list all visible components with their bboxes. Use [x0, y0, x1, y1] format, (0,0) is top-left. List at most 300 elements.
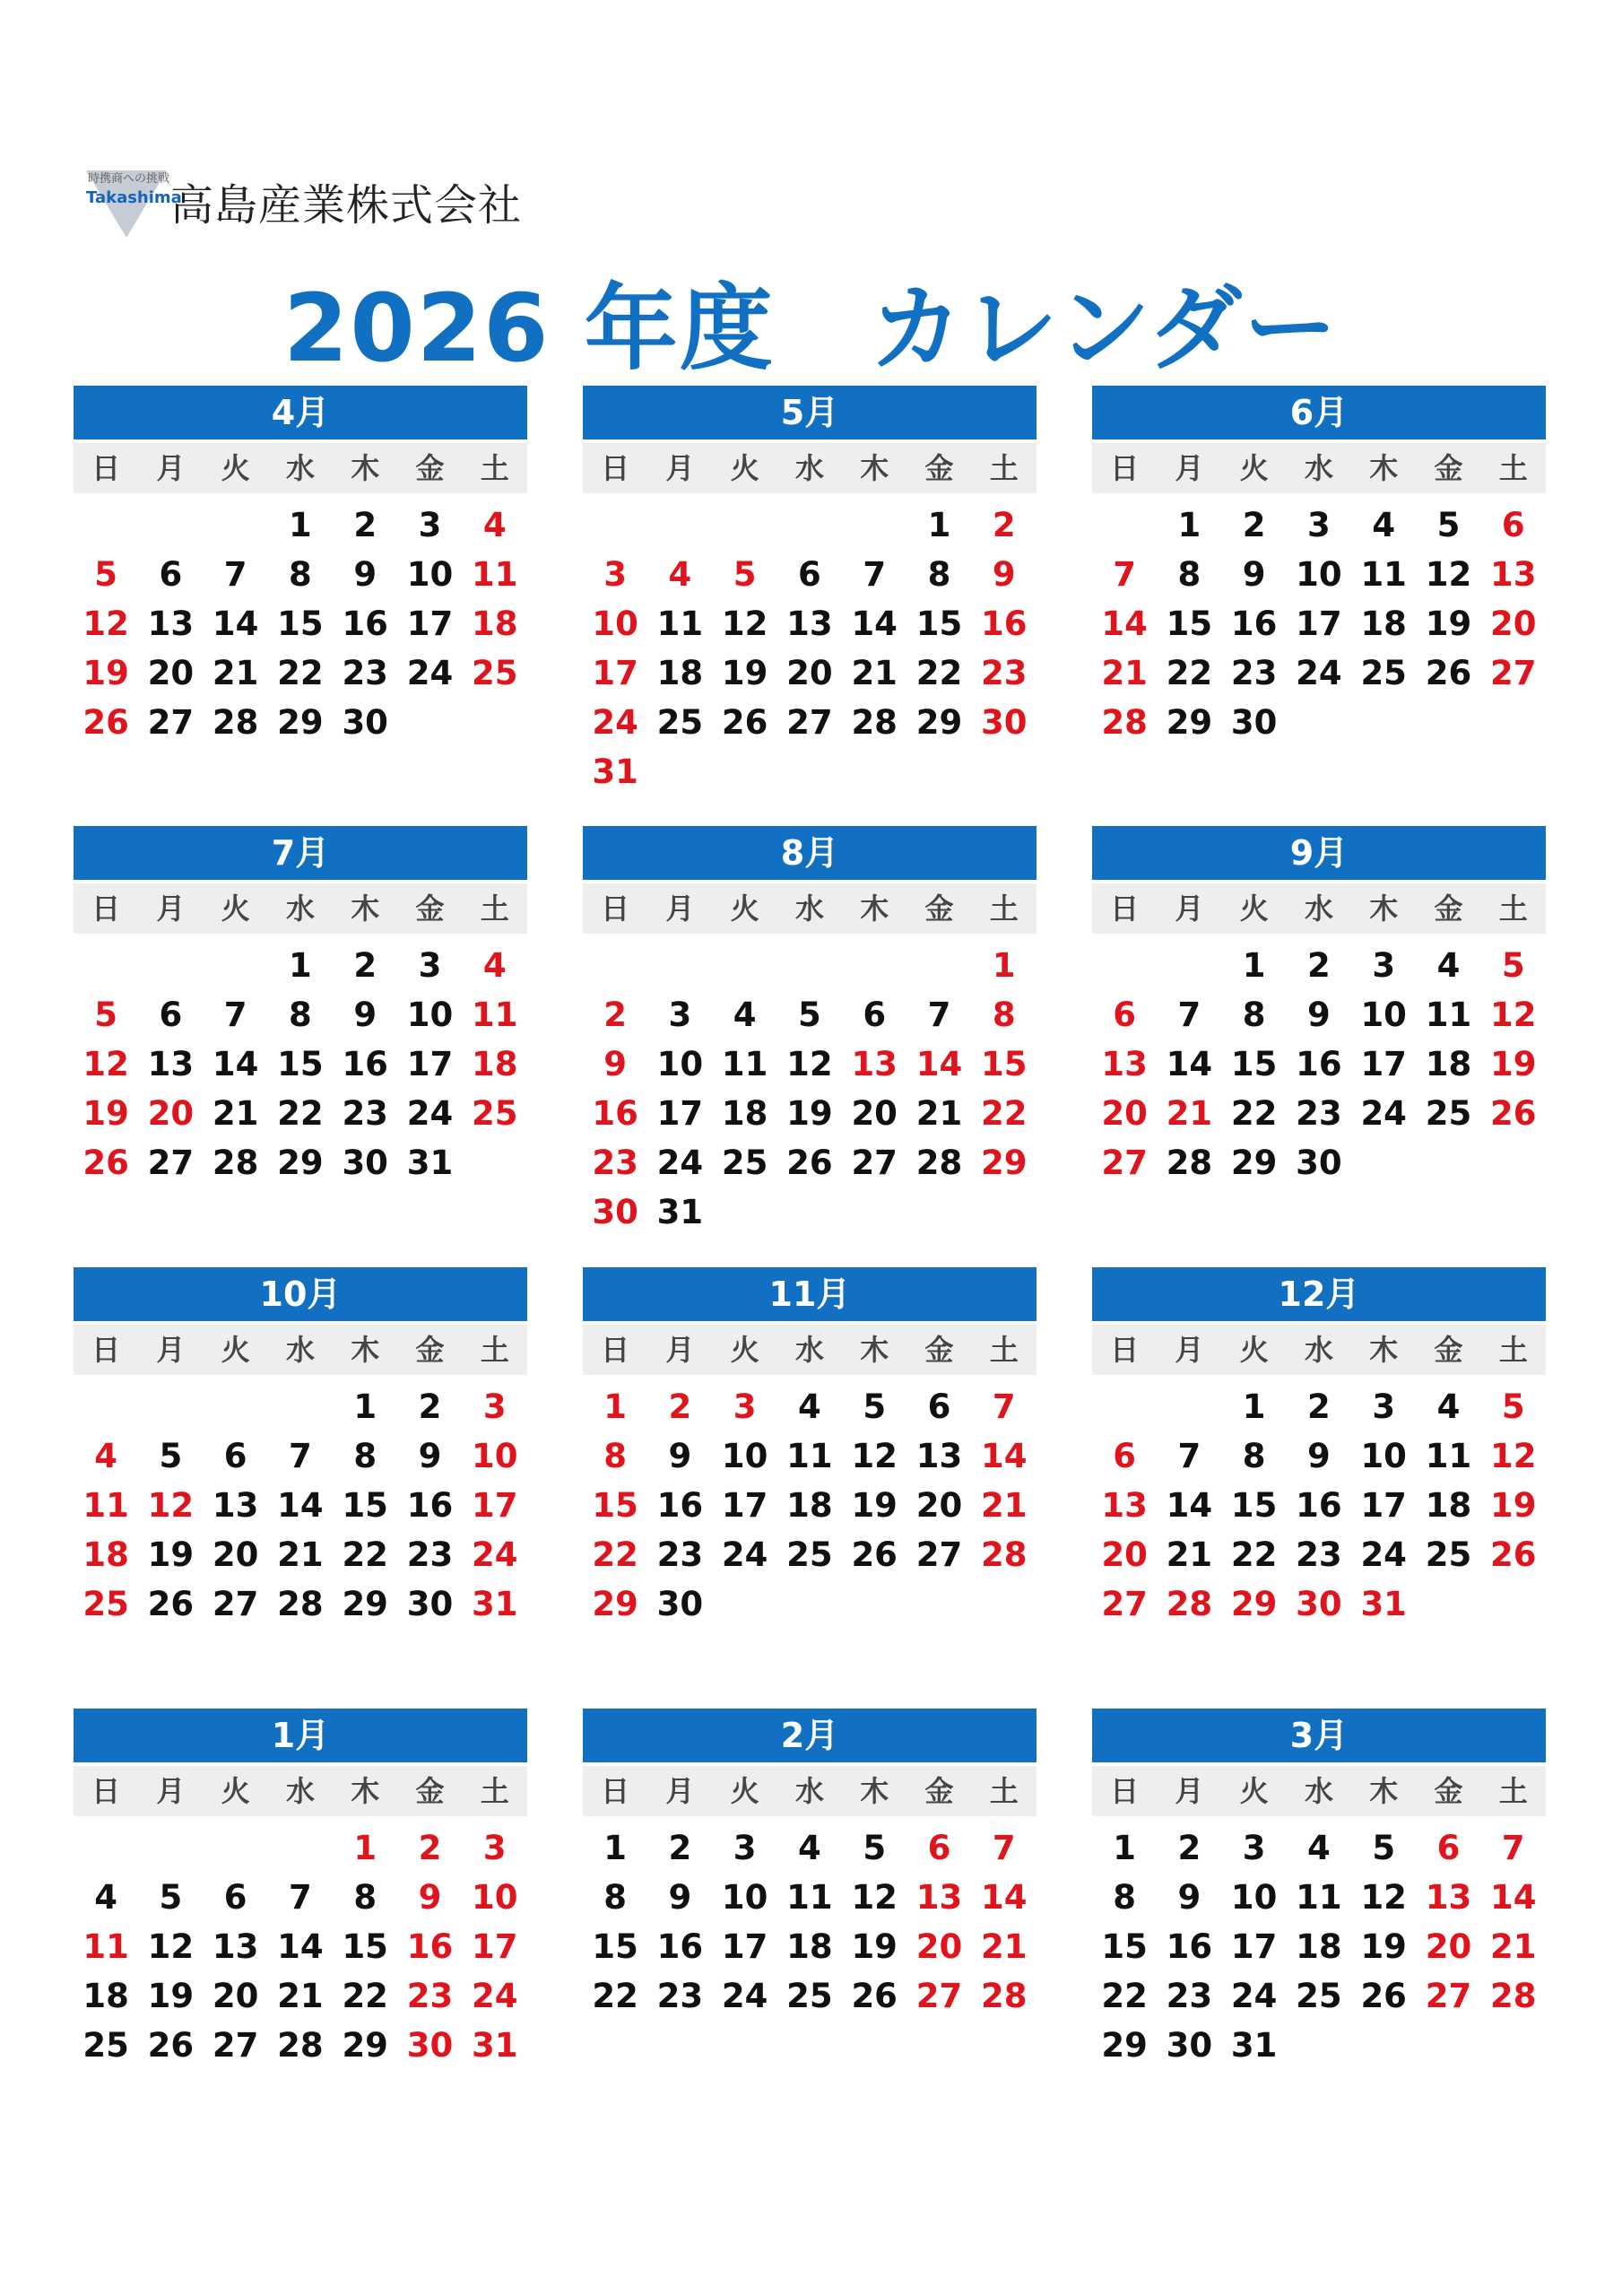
empty-cell — [138, 1382, 203, 1431]
weekday-label: 水 — [1304, 891, 1333, 926]
day-cell: 28 — [212, 1144, 259, 1182]
weekday-label: 木 — [860, 451, 889, 485]
holiday-day-cell: 23 — [980, 654, 1028, 692]
month-block — [1092, 386, 1546, 747]
holiday-day-cell: 11 — [82, 1486, 129, 1525]
days-grid — [1092, 1382, 1546, 1629]
day-cell: 3 — [418, 506, 442, 544]
day-cell: 3 — [1372, 946, 1396, 985]
day-cell: 27 — [915, 1535, 963, 1574]
day-cell: 21 — [277, 1977, 324, 2015]
weekday-label: 水 — [1304, 1333, 1333, 1367]
weekday-row — [1092, 443, 1546, 493]
day-cell: 23 — [342, 1094, 388, 1133]
holiday-day-cell: 28 — [980, 1535, 1028, 1574]
day-cell: 14 — [851, 604, 898, 643]
day-cell: 21 — [212, 1094, 259, 1133]
empty-cell — [583, 500, 647, 550]
weekday-label: 土 — [480, 451, 509, 485]
day-cell: 8 — [1242, 1437, 1266, 1475]
day-cell: 24 — [406, 1094, 454, 1133]
holiday-day-cell: 15 — [980, 1045, 1028, 1083]
weekday-label: 日 — [1110, 451, 1140, 485]
holiday-day-cell: 16 — [406, 1927, 454, 1966]
day-cell: 19 — [786, 1094, 833, 1133]
day-cell: 18 — [1360, 604, 1407, 643]
weekday-label: 日 — [601, 891, 630, 926]
weekday-label: 月 — [665, 451, 695, 485]
weekday-label: 火 — [221, 1774, 250, 1808]
day-cell: 28 — [212, 703, 259, 742]
day-cell: 1 — [1177, 506, 1201, 544]
day-cell: 8 — [1242, 996, 1266, 1034]
empty-cell — [204, 500, 268, 550]
day-cell: 10 — [721, 1878, 768, 1917]
day-cell: 28 — [277, 1585, 324, 1623]
holiday-day-cell: 7 — [1501, 1829, 1525, 1867]
holiday-day-cell: 11 — [82, 1927, 129, 1966]
month-header: 11月 — [583, 1267, 1037, 1321]
holiday-day-cell: 31 — [471, 1585, 518, 1623]
day-cell: 10 — [1296, 555, 1342, 594]
day-cell: 8 — [353, 1437, 377, 1475]
weekday-label: 月 — [156, 1774, 186, 1808]
day-cell: 8 — [927, 555, 951, 594]
holiday-day-cell: 22 — [592, 1535, 638, 1574]
day-cell: 28 — [915, 1144, 963, 1182]
weekday-label: 月 — [665, 1333, 695, 1367]
day-cell: 16 — [342, 1045, 388, 1083]
day-cell: 12 — [147, 1927, 195, 1966]
weekday-label: 金 — [924, 891, 954, 926]
day-cell: 27 — [212, 1585, 259, 1623]
day-cell: 5 — [1372, 1829, 1396, 1867]
month-block — [1092, 1709, 1546, 2070]
day-cell: 14 — [1166, 1045, 1213, 1083]
day-cell: 8 — [603, 1878, 627, 1917]
holiday-day-cell: 25 — [82, 1585, 129, 1623]
holiday-day-cell: 2 — [418, 1829, 442, 1867]
day-cell: 8 — [289, 996, 312, 1034]
holiday-day-cell: 30 — [980, 703, 1028, 742]
weekday-label: 金 — [415, 1774, 445, 1808]
weekday-label: 土 — [1498, 1774, 1528, 1808]
holiday-day-cell: 29 — [1230, 1585, 1278, 1623]
weekday-label: 土 — [1498, 891, 1528, 926]
weekday-label: 木 — [1369, 891, 1399, 926]
weekday-label: 日 — [601, 451, 630, 485]
weekday-label: 水 — [794, 451, 824, 485]
day-cell: 21 — [212, 654, 259, 692]
holiday-day-cell: 22 — [980, 1094, 1028, 1133]
weekday-label: 火 — [1239, 891, 1269, 926]
holiday-day-cell: 19 — [1489, 1486, 1537, 1525]
weekday-label: 金 — [1434, 1333, 1463, 1367]
weekday-label: 火 — [1239, 451, 1269, 485]
day-cell: 26 — [786, 1144, 833, 1182]
day-cell: 17 — [721, 1486, 768, 1525]
days-grid — [74, 1823, 527, 2070]
weekday-label: 月 — [665, 1774, 695, 1808]
weekday-row — [74, 1766, 527, 1816]
weekday-label: 火 — [730, 1333, 759, 1367]
day-cell: 5 — [1436, 506, 1461, 544]
day-cell: 24 — [1296, 654, 1342, 692]
month-header: 7月 — [74, 826, 527, 880]
holiday-day-cell: 5 — [1501, 946, 1525, 985]
month-block — [583, 386, 1037, 796]
weekday-label: 木 — [351, 451, 380, 485]
day-cell: 22 — [1101, 1977, 1148, 2015]
day-cell: 18 — [1425, 1486, 1472, 1525]
day-cell: 6 — [798, 555, 821, 594]
weekday-label: 土 — [480, 1774, 509, 1808]
day-cell: 24 — [1360, 1535, 1407, 1574]
holiday-day-cell: 19 — [82, 1094, 129, 1133]
holiday-day-cell: 23 — [592, 1144, 638, 1182]
day-cell: 30 — [342, 703, 388, 742]
day-cell: 18 — [1425, 1045, 1472, 1083]
weekday-label: 日 — [1110, 1333, 1140, 1367]
day-cell: 29 — [915, 703, 963, 742]
weekday-label: 水 — [285, 1774, 315, 1808]
day-cell: 12 — [851, 1437, 898, 1475]
month-header: 6月 — [1092, 386, 1546, 439]
day-cell: 17 — [1296, 604, 1342, 643]
holiday-day-cell: 10 — [471, 1878, 518, 1917]
holiday-day-cell: 7 — [1113, 555, 1136, 594]
day-cell: 31 — [406, 1144, 454, 1182]
weekday-row — [583, 443, 1037, 493]
day-cell: 4 — [1436, 946, 1461, 985]
day-cell: 21 — [851, 654, 898, 692]
day-cell: 18 — [1296, 1927, 1342, 1966]
day-cell: 7 — [927, 996, 951, 1034]
holiday-day-cell: 6 — [1113, 1437, 1136, 1475]
holiday-day-cell: 25 — [471, 654, 518, 692]
day-cell: 9 — [1307, 1437, 1331, 1475]
holiday-day-cell: 2 — [992, 506, 1016, 544]
day-cell: 1 — [1242, 1387, 1266, 1426]
days-grid — [583, 941, 1037, 1237]
holiday-day-cell: 9 — [418, 1878, 442, 1917]
holiday-day-cell: 5 — [94, 996, 117, 1034]
day-cell: 22 — [277, 1094, 324, 1133]
day-cell: 13 — [212, 1486, 259, 1525]
weekday-label: 土 — [989, 1333, 1019, 1367]
weekday-label: 木 — [1369, 1333, 1399, 1367]
empty-cell — [842, 500, 906, 550]
weekday-label: 土 — [989, 891, 1019, 926]
day-cell: 20 — [212, 1977, 259, 2015]
holiday-day-cell: 30 — [1296, 1585, 1342, 1623]
holiday-day-cell: 5 — [1501, 1387, 1525, 1426]
day-cell: 19 — [147, 1977, 195, 2015]
day-cell: 1 — [1242, 946, 1266, 985]
day-cell: 18 — [82, 1977, 129, 2015]
day-cell: 9 — [353, 555, 377, 594]
holiday-day-cell: 3 — [603, 555, 627, 594]
weekday-row — [1092, 1766, 1546, 1816]
day-cell: 15 — [915, 604, 963, 643]
days-grid — [583, 1823, 1037, 2021]
day-cell: 4 — [1307, 1829, 1331, 1867]
day-cell: 3 — [1242, 1829, 1266, 1867]
day-cell: 11 — [721, 1045, 768, 1083]
holiday-day-cell: 6 — [1501, 506, 1525, 544]
day-cell: 26 — [1425, 654, 1472, 692]
day-cell: 7 — [289, 1437, 312, 1475]
weekday-label: 水 — [285, 451, 315, 485]
day-cell: 25 — [721, 1144, 768, 1182]
day-cell: 21 — [277, 1535, 324, 1574]
day-cell: 3 — [418, 946, 442, 985]
weekday-label: 木 — [351, 1774, 380, 1808]
month-header: 12月 — [1092, 1267, 1546, 1321]
day-cell: 5 — [863, 1387, 887, 1426]
day-cell: 27 — [147, 1144, 195, 1182]
holiday-day-cell: 14 — [980, 1878, 1028, 1917]
weekday-label: 日 — [601, 1774, 630, 1808]
empty-cell — [74, 500, 138, 550]
day-cell: 29 — [1166, 703, 1213, 742]
day-cell: 10 — [1230, 1878, 1278, 1917]
day-cell: 1 — [289, 946, 312, 985]
holiday-day-cell: 16 — [592, 1094, 638, 1133]
holiday-day-cell: 31 — [471, 2026, 518, 2065]
day-cell: 21 — [915, 1094, 963, 1133]
day-cell: 4 — [94, 1878, 117, 1917]
days-grid — [1092, 941, 1546, 1187]
weekday-label: 水 — [285, 1333, 315, 1367]
weekday-row — [74, 1325, 527, 1375]
holiday-day-cell: 13 — [915, 1878, 963, 1917]
day-cell: 25 — [656, 703, 704, 742]
holiday-day-cell: 28 — [1166, 1585, 1213, 1623]
day-cell: 30 — [342, 1144, 388, 1182]
holiday-day-cell: 20 — [147, 1094, 195, 1133]
weekday-label: 木 — [1369, 1774, 1399, 1808]
holiday-day-cell: 24 — [471, 1977, 518, 2015]
day-cell: 8 — [1113, 1878, 1136, 1917]
day-cell: 20 — [786, 654, 833, 692]
holiday-day-cell: 27 — [1101, 1144, 1148, 1182]
weekday-label: 月 — [1175, 891, 1204, 926]
holiday-day-cell: 13 — [851, 1045, 898, 1083]
holiday-day-cell: 18 — [471, 604, 518, 643]
holiday-day-cell: 1 — [992, 946, 1016, 985]
weekday-label: 金 — [1434, 1774, 1463, 1808]
empty-cell — [647, 500, 712, 550]
day-cell: 9 — [1177, 1878, 1201, 1917]
day-cell: 18 — [786, 1486, 833, 1525]
day-cell: 14 — [212, 1045, 259, 1083]
day-cell: 19 — [721, 654, 768, 692]
day-cell: 25 — [786, 1977, 833, 2015]
day-cell: 18 — [786, 1927, 833, 1966]
weekday-label: 水 — [794, 1333, 824, 1367]
day-cell: 6 — [927, 1387, 951, 1426]
weekday-label: 火 — [730, 1774, 759, 1808]
day-cell: 17 — [1360, 1045, 1407, 1083]
month-block — [583, 826, 1037, 1237]
day-cell: 2 — [1307, 946, 1331, 985]
weekday-label: 土 — [989, 1774, 1019, 1808]
weekday-row — [74, 883, 527, 934]
weekday-label: 金 — [924, 1774, 954, 1808]
day-cell: 27 — [851, 1144, 898, 1182]
month-header: 5月 — [583, 386, 1037, 439]
holiday-day-cell: 8 — [992, 996, 1016, 1034]
weekday-label: 月 — [156, 451, 186, 485]
day-cell: 28 — [851, 703, 898, 742]
empty-cell — [138, 500, 203, 550]
day-cell: 23 — [342, 654, 388, 692]
holiday-day-cell: 14 — [915, 1045, 963, 1083]
day-cell: 29 — [342, 1585, 388, 1623]
day-cell: 4 — [798, 1829, 821, 1867]
day-cell: 3 — [1372, 1387, 1396, 1426]
day-cell: 23 — [406, 1535, 454, 1574]
day-cell: 14 — [277, 1927, 324, 1966]
day-cell: 17 — [1360, 1486, 1407, 1525]
day-cell: 24 — [406, 654, 454, 692]
day-cell: 30 — [406, 1585, 454, 1623]
day-cell: 7 — [289, 1878, 312, 1917]
day-cell: 2 — [1177, 1829, 1201, 1867]
days-grid — [583, 500, 1037, 796]
day-cell: 24 — [1360, 1094, 1407, 1133]
holiday-day-cell: 12 — [1489, 1437, 1537, 1475]
holiday-day-cell: 17 — [471, 1486, 518, 1525]
day-cell: 13 — [786, 604, 833, 643]
holiday-day-cell: 24 — [471, 1535, 518, 1574]
holiday-day-cell: 26 — [82, 703, 129, 742]
day-cell: 9 — [1242, 555, 1266, 594]
day-cell: 11 — [1296, 1878, 1342, 1917]
day-cell: 25 — [786, 1535, 833, 1574]
day-cell: 2 — [418, 1387, 442, 1426]
month-block — [74, 826, 527, 1187]
weekday-label: 日 — [1110, 891, 1140, 926]
day-cell: 26 — [851, 1977, 898, 2015]
weekday-label: 火 — [730, 451, 759, 485]
day-cell: 20 — [212, 1535, 259, 1574]
month-header: 1月 — [74, 1709, 527, 1762]
holiday-day-cell: 13 — [1489, 555, 1537, 594]
month-block — [74, 1709, 527, 2070]
day-cell: 6 — [159, 555, 183, 594]
day-cell: 29 — [1230, 1144, 1278, 1182]
day-cell: 7 — [1177, 996, 1201, 1034]
day-cell: 22 — [592, 1977, 638, 2015]
empty-cell — [1092, 941, 1157, 990]
day-cell: 26 — [147, 2026, 195, 2065]
weekday-label: 水 — [794, 891, 824, 926]
empty-cell — [204, 1823, 268, 1873]
holiday-day-cell: 14 — [1489, 1878, 1537, 1917]
day-cell: 10 — [656, 1045, 704, 1083]
holiday-day-cell: 3 — [482, 1387, 507, 1426]
day-cell: 12 — [851, 1878, 898, 1917]
holiday-day-cell: 9 — [992, 555, 1016, 594]
day-cell: 15 — [1166, 604, 1213, 643]
day-cell: 10 — [721, 1437, 768, 1475]
day-cell: 11 — [786, 1437, 833, 1475]
holiday-day-cell: 24 — [592, 703, 638, 742]
weekday-label: 土 — [480, 1333, 509, 1367]
weekday-label: 金 — [1434, 891, 1463, 926]
day-cell: 29 — [277, 703, 324, 742]
weekday-label: 水 — [285, 891, 315, 926]
day-cell: 30 — [1230, 703, 1278, 742]
day-cell: 21 — [1166, 1535, 1213, 1574]
weekday-label: 火 — [221, 891, 250, 926]
empty-cell — [74, 1823, 138, 1873]
day-cell: 19 — [851, 1927, 898, 1966]
day-cell: 22 — [915, 654, 963, 692]
day-cell: 10 — [1360, 1437, 1407, 1475]
day-cell: 12 — [786, 1045, 833, 1083]
holiday-day-cell: 26 — [1489, 1535, 1537, 1574]
day-cell: 16 — [1230, 604, 1278, 643]
days-grid — [74, 500, 527, 747]
holiday-day-cell: 8 — [603, 1437, 627, 1475]
day-cell: 26 — [147, 1585, 195, 1623]
day-cell: 24 — [656, 1144, 704, 1182]
day-cell: 13 — [915, 1437, 963, 1475]
day-cell: 11 — [1425, 996, 1472, 1034]
holiday-day-cell: 19 — [1489, 1045, 1537, 1083]
day-cell: 14 — [1166, 1486, 1213, 1525]
holiday-day-cell: 18 — [471, 1045, 518, 1083]
day-cell: 5 — [863, 1829, 887, 1867]
month-header: 2月 — [583, 1709, 1037, 1762]
day-cell: 25 — [82, 2026, 129, 2065]
weekday-label: 火 — [730, 891, 759, 926]
day-cell: 19 — [1425, 604, 1472, 643]
weekday-label: 日 — [601, 1333, 630, 1367]
day-cell: 16 — [656, 1486, 704, 1525]
day-cell: 26 — [721, 703, 768, 742]
day-cell: 28 — [277, 2026, 324, 2065]
weekday-row — [74, 443, 527, 493]
month-header: 8月 — [583, 826, 1037, 880]
day-cell: 20 — [915, 1486, 963, 1525]
holiday-day-cell: 29 — [592, 1585, 638, 1623]
holiday-day-cell: 6 — [1113, 996, 1136, 1034]
day-cell: 11 — [1360, 555, 1407, 594]
day-cell: 4 — [1436, 1387, 1461, 1426]
holiday-day-cell: 12 — [147, 1486, 195, 1525]
holiday-day-cell: 14 — [980, 1437, 1028, 1475]
weekday-label: 日 — [91, 891, 121, 926]
day-cell: 4 — [798, 1387, 821, 1426]
day-cell: 30 — [1166, 2026, 1213, 2065]
weekday-label: 火 — [1239, 1774, 1269, 1808]
holiday-day-cell: 5 — [94, 555, 117, 594]
holiday-day-cell: 28 — [980, 1977, 1028, 2015]
weekday-label: 金 — [924, 451, 954, 485]
holiday-day-cell: 28 — [1101, 703, 1148, 742]
holiday-day-cell: 3 — [733, 1387, 757, 1426]
weekday-label: 月 — [156, 891, 186, 926]
holiday-day-cell: 12 — [82, 604, 129, 643]
day-cell: 6 — [223, 1878, 247, 1917]
day-cell: 4 — [1372, 506, 1396, 544]
day-cell: 24 — [1230, 1977, 1278, 2015]
holiday-day-cell: 9 — [603, 1045, 627, 1083]
